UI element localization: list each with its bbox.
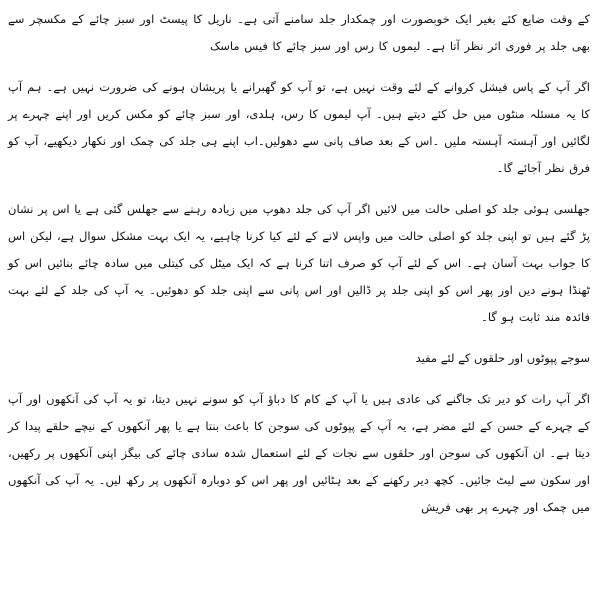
paragraph-text: کے وقت ضایع کئے بغیر ایک خوبصورت اور چمکدار جلد سامنے آتی ہے۔ ناریل کا پیسٹ اور سبز چائے کے مکسچر سے بھی جلد پر فوری اثر نظر آتا ہے۔ [8, 12, 590, 53]
article-paragraph-puffy-eyes: اگر آپ رات کو دیر تک جاگنے کی عادی ہیں یا آپ کے کام کا دباؤ آپ کو سونے نہیں دیتا، تو یہ آپ کی آنکھوں اور آپ کے چہرے کے حسن کے لئے مضر ہے، یہ آپ کے پپوٹوں کی سوجن کا باعث بنتا ہے یا پھر آنکھوں کے نیچے حلقے پیدا کر دیتا ہے۔ ان آنکھوں کی سوجن اور حلقوں سے نجات کے لئے استعمال شدہ سادی چائے کی بیگز اپنی آنکھوں پر رکھیں، اور سکون سے لیٹ جائیں۔ کچھ دیر رکھنے کے بعد ہٹائیں اور پھر اس کو دوبارہ آنکھوں پر رکھ لیں۔ یہ آپ کی آنکھوں میں چمک اور چہرے پر بھی فریش [8, 392, 590, 514]
section-heading-puffy-eyes: سوجے پپوٹوں اور حلقوں کے لئے مفید [415, 351, 590, 365]
subheading-lemon-green-tea-mask: لیموں کا رس اور سبز چائے کا فیس ماسک [210, 39, 421, 53]
article-paragraph-sunburn: جھلسی ہوئی جلد کو اصلی حالت میں لائیں اگر آپ کی جلد دھوپ میں زیادہ رہنے سے جھلس گئی ہے یا اس پر نشان پڑ گئے ہیں تو اپنی جلد کو اصلی حالت میں واپس لانے کے لئے کیا کرنا چاہیے، یہ ایک بہت مشکل سوال ہے، لیکن اس کا جواب بہت آسان ہے۔ اس کے لئے آپ کو صرف اتنا کرنا ہے کہ ایک میٹل کی کیتلی میں سادہ چائے بنائیں اس کو ٹھنڈا ہونے دیں اور پھر اس کو اپنی جلد پر ڈالیں اور اس پانی سے اپنی جلد کو دھوئیں۔ یہ آپ کی جلد کے لئے بہت فائدہ مند ثابت ہو گا۔ [8, 202, 590, 324]
article-paragraph-facial: اگر آپ کے پاس فیشل کروانے کے لئے وقت نہیں ہے، تو آپ کو گھبرانے یا پریشان ہونے کی ضرورت نہیں ہے۔ ہم آپ کا یہ مسئلہ منٹوں میں حل کئے دیتے ہیں۔ آپ لیموں کا رس، ہلدی، اور سبز چائے کو مکس کریں اور اپنے چہرے پر لگائیں اور آہستہ آہستہ ملیں ۔اس کے بعد صاف پانی سے دھولیں۔اب اپنے ہی جلد کی چمک اور نکھار دیکھیے، آپ کو فرق نظر آجائے گا۔ [8, 80, 590, 175]
article-paragraph-intro [8, 6, 590, 60]
